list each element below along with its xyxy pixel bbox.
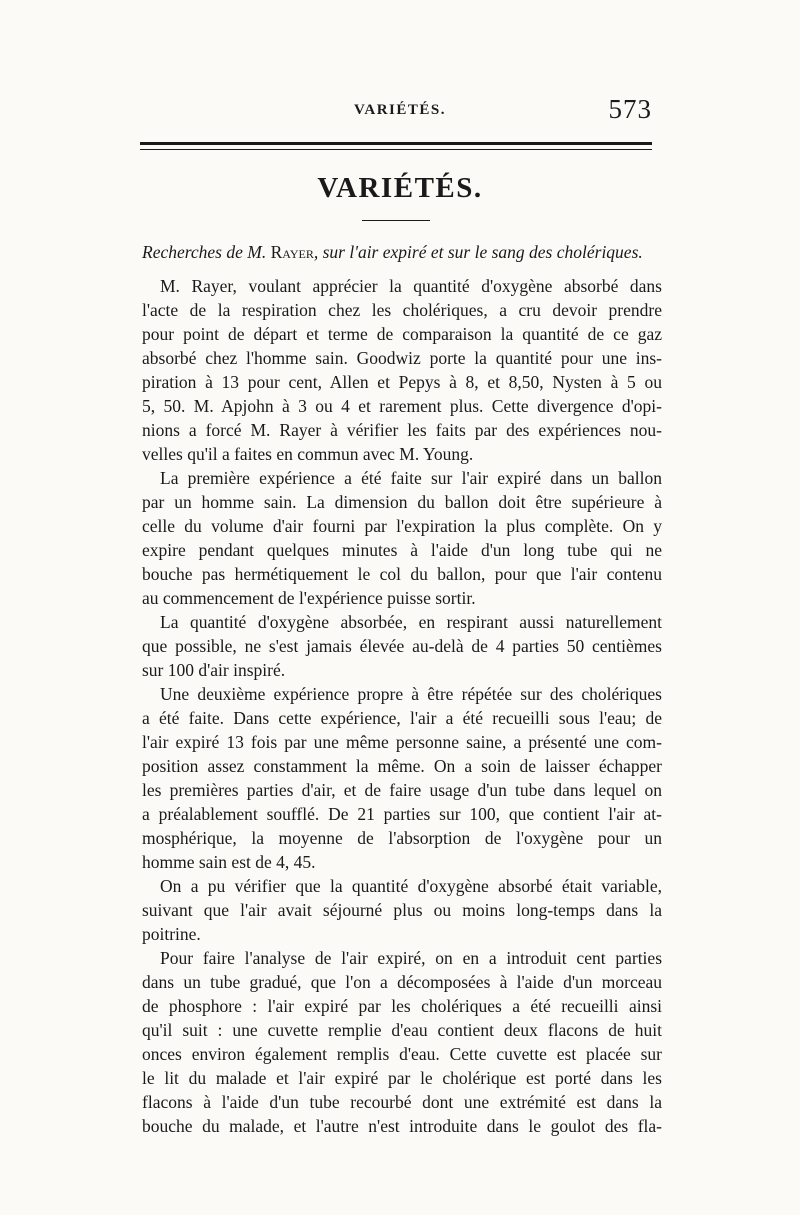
paragraph-3-line-1: La quantité d'oxygène absorbée, en respirant aussi naturellement [160, 612, 662, 632]
paragraph-4-line-5: les premières parties d'air, et de faire usage d'un tube dans lequel on [142, 780, 662, 800]
paragraph-1-line-4: absorbé chez l'homme sain. Goodwiz porte la quantité pour une ins- [142, 348, 662, 368]
paragraph-1-line-1: M. Rayer, voulant apprécier la quantité d'oxygène absorbé dans [160, 276, 662, 296]
running-head-title: VARIÉTÉS. [353, 102, 446, 118]
paragraph-6-line-1: Pour faire l'analyse de l'air expiré, on en a introduit cent parties [160, 948, 662, 968]
paragraph-2-line-5: bouche pas hermétiquement le col du ballon, pour que l'air contenu [142, 564, 662, 584]
header-rule-thick [140, 142, 652, 145]
paragraph-6-line-3: de phosphore : l'air expiré par les cholériques a été recueilli ainsi [142, 996, 662, 1016]
paragraph-2-line-2: par un homme sain. La dimension du ballon doit être supérieure à [142, 492, 662, 512]
paragraph-4-line-2: a été faite. Dans cette expérience, l'air a été recueilli sous l'eau; de [142, 708, 662, 728]
running-head [140, 94, 660, 130]
paragraph-1-line-5: piration à 13 pour cent, Allen et Pepys à 8, et 8,50, Nysten à 5 ou [142, 372, 662, 392]
paragraph-1-line-3: pour point de départ et terme de comparaison la quantité de ce gaz [142, 324, 662, 344]
paragraph-6-line-4: qu'il suit : une cuvette remplie d'eau contient deux flacons de huit [142, 1020, 662, 1040]
title-divider [362, 220, 430, 221]
subtitle-author: Rayer [270, 242, 314, 262]
paragraph-4-line-8: homme sain est de 4, 45. [142, 852, 316, 872]
paragraph-5-line-3: poitrine. [142, 924, 201, 944]
paragraph-1-line-2: l'acte de la respiration chez les cholériques, a cru devoir prendre [142, 300, 662, 320]
paragraph-3-line-2: que possible, ne s'est jamais élevée au-delà de 4 parties 50 centièmes [142, 636, 662, 656]
paragraph-2-line-1: La première expérience a été faite sur l'air expiré dans un ballon [160, 468, 662, 488]
paragraph-4-line-7: mosphérique, la moyenne de l'absorption de l'oxygène pour un [142, 828, 662, 848]
article-subtitle [142, 242, 657, 263]
paragraph-6-line-6: le lit du malade et l'air expiré par le cholérique est porté dans les [142, 1068, 662, 1088]
paragraph-2-line-3: celle du volume d'air fourni par l'expiration la plus complète. On y [142, 516, 662, 536]
paragraph-4-line-4: position assez constamment la même. On a soin de laisser échapper [142, 756, 662, 776]
page-number: 573 [608, 94, 652, 124]
paragraph-2-line-4: expire pendant quelques minutes à l'aide d'un long tube qui ne [142, 540, 662, 560]
paragraph-4-line-3: l'air expiré 13 fois par une même personne saine, a présenté une com- [142, 732, 662, 752]
section-title: VARIÉTÉS. [317, 172, 483, 204]
paragraph-2-line-6: au commencement de l'expérience puisse sortir. [142, 588, 476, 608]
paragraph-5-line-1: On a pu vérifier que la quantité d'oxygène absorbé était variable, [160, 876, 662, 896]
paragraph-4-line-6: a préalablement soufflé. De 21 parties sur 100, que contient l'air at- [142, 804, 662, 824]
paragraph-1-line-7: nions a forcé M. Rayer à vérifier les faits par des expériences nou- [142, 420, 662, 440]
header-rule-thin [140, 149, 652, 150]
paragraph-4-line-1: Une deuxième expérience propre à être répétée sur des cholériques [160, 684, 662, 704]
paragraph-3-line-3: sur 100 d'air inspiré. [142, 660, 286, 680]
paragraph-6-line-5: onces environ également remplis d'eau. Cette cuvette est placée sur [142, 1044, 662, 1064]
paragraph-5-line-2: suivant que l'air avait séjourné plus ou moins long-temps dans la [142, 900, 662, 920]
paragraph-6-line-7: flacons à l'aide d'un tube recourbé dont une extrémité est dans la [142, 1092, 662, 1112]
paragraph-1-line-8: velles qu'il a faites en commun avec M. Young. [142, 444, 474, 464]
subtitle-part-1: Recherches de M. [142, 242, 271, 262]
paragraph-6-line-2: dans un tube gradué, que l'on a décomposées à l'aide d'un morceau [142, 972, 662, 992]
subtitle-part-2: , sur l'air expiré et sur le sang des cholériques. [313, 242, 643, 262]
paragraph-1-line-6: 5, 50. M. Apjohn à 3 ou 4 et rarement plus. Cette divergence d'opi- [142, 396, 662, 416]
paragraph-6-line-8: bouche du malade, et l'autre n'est introduite dans le goulot des fla- [142, 1116, 662, 1136]
